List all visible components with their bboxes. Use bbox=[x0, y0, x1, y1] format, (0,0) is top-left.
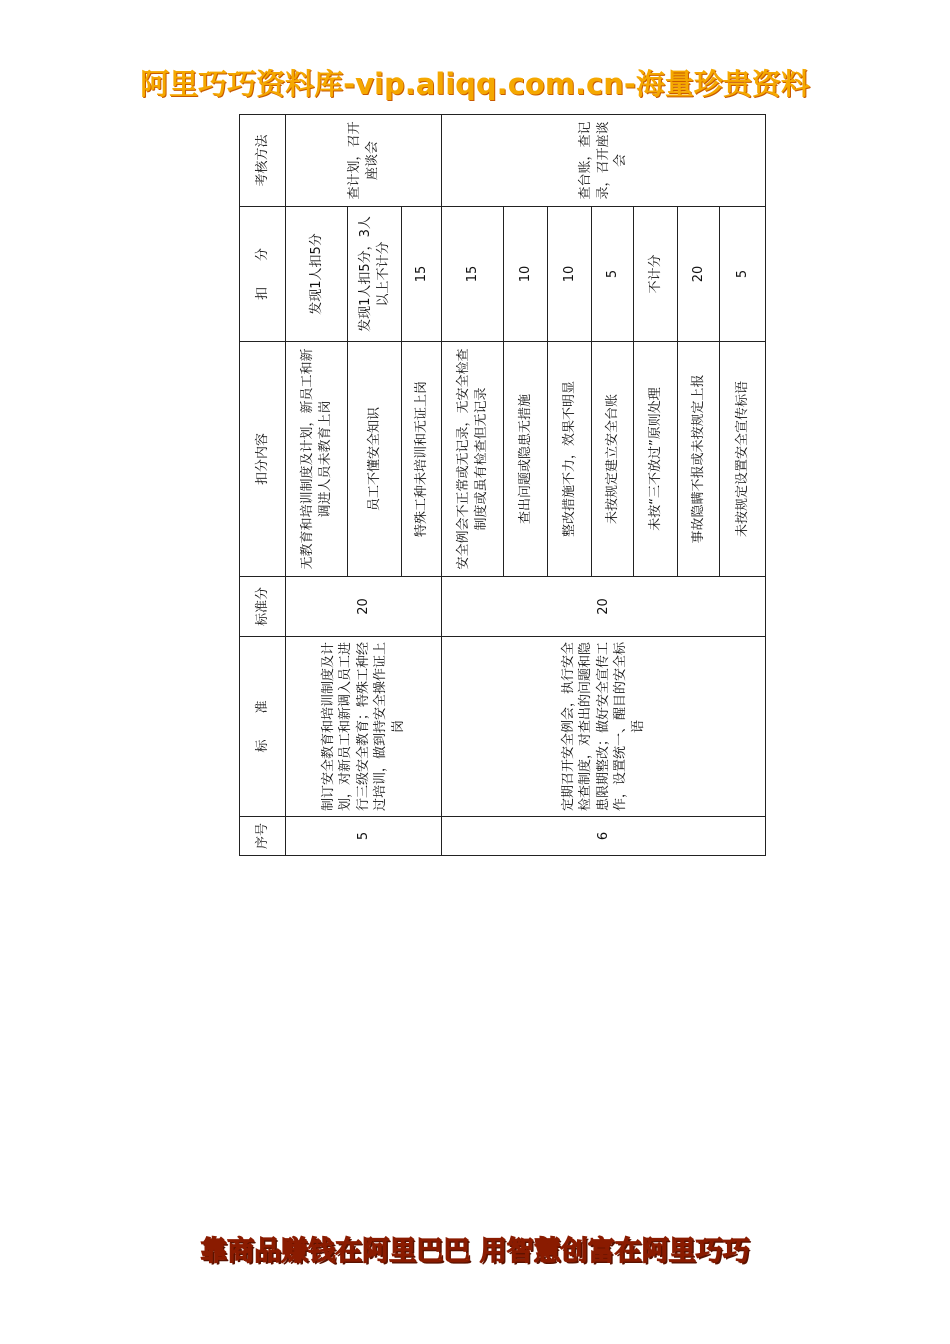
row-score: 20 bbox=[286, 577, 442, 637]
row-score: 20 bbox=[442, 577, 766, 637]
row-content: 事故隐瞒不报或未按规定上报 bbox=[678, 342, 720, 577]
row-content: 整改措施不力，效果不明显 bbox=[548, 342, 592, 577]
row-content: 特殊工种未培训和无证上岗 bbox=[402, 342, 442, 577]
top-banner: 阿里巧巧资料库-vip.aliqq.com.cn-海量珍贵资料 bbox=[140, 67, 810, 101]
header-score: 标准分 bbox=[240, 577, 286, 637]
row-content: 员工不懂安全知识 bbox=[348, 342, 402, 577]
header-method: 考核方法 bbox=[240, 115, 286, 207]
row-deduct: 5 bbox=[592, 207, 634, 342]
row-deduct: 10 bbox=[504, 207, 548, 342]
bottom-banner: 靠商品赚钱在阿里巴巴 用智慧创富在阿里巧巧 bbox=[200, 1236, 750, 1267]
row-content: 无教育和培训制度及计划，新员工和新调进人员未教育上岗 bbox=[286, 342, 348, 577]
row-content: 安全例会不正常或无记录，无安全检查制度或虽有检查但无记录 bbox=[442, 342, 504, 577]
row-deduct: 20 bbox=[678, 207, 720, 342]
header-no: 序号 bbox=[240, 817, 286, 856]
row-standard: 定期召开安全例会，执行安全检查制度，对查出的问题和隐患限期整改；做好安全宣传工作，设置统一、醒目的安全标语 bbox=[442, 637, 766, 817]
row-content: 查出问题或隐患无措施 bbox=[504, 342, 548, 577]
row-method: 查计划，召开座谈会 bbox=[286, 115, 442, 207]
header-deduct: 扣 分 bbox=[240, 207, 286, 342]
header-row bbox=[240, 115, 286, 856]
assessment-table bbox=[239, 114, 766, 856]
row-method: 查台账，查记录，召开座谈会 bbox=[442, 115, 766, 207]
header-content: 扣分内容 bbox=[240, 342, 286, 577]
row-deduct: 15 bbox=[442, 207, 504, 342]
rotated-table-container bbox=[239, 115, 765, 856]
row-no: 6 bbox=[442, 817, 766, 856]
row-deduct: 15 bbox=[402, 207, 442, 342]
row-deduct: 发现1人扣5分 bbox=[286, 207, 348, 342]
row-deduct: 不计分 bbox=[634, 207, 678, 342]
table-row bbox=[286, 115, 348, 856]
table-row bbox=[442, 115, 504, 856]
row-deduct: 发现1人扣5分，3人以上不计分 bbox=[348, 207, 402, 342]
row-deduct: 5 bbox=[720, 207, 766, 342]
row-content: 未按规定建立安全台账 bbox=[592, 342, 634, 577]
header-standard: 标 准 bbox=[240, 637, 286, 817]
row-content: 未按“三不放过”原则处理 bbox=[634, 342, 678, 577]
row-deduct: 10 bbox=[548, 207, 592, 342]
row-content: 未按规定设置安全宣传标语 bbox=[720, 342, 766, 577]
row-no: 5 bbox=[286, 817, 442, 856]
row-standard: 制订安全教育和培训制度及计划，对新员工和新调入员工进行三级安全教育；特殊工种经过培训，做到持安全操作证上岗 bbox=[286, 637, 442, 817]
